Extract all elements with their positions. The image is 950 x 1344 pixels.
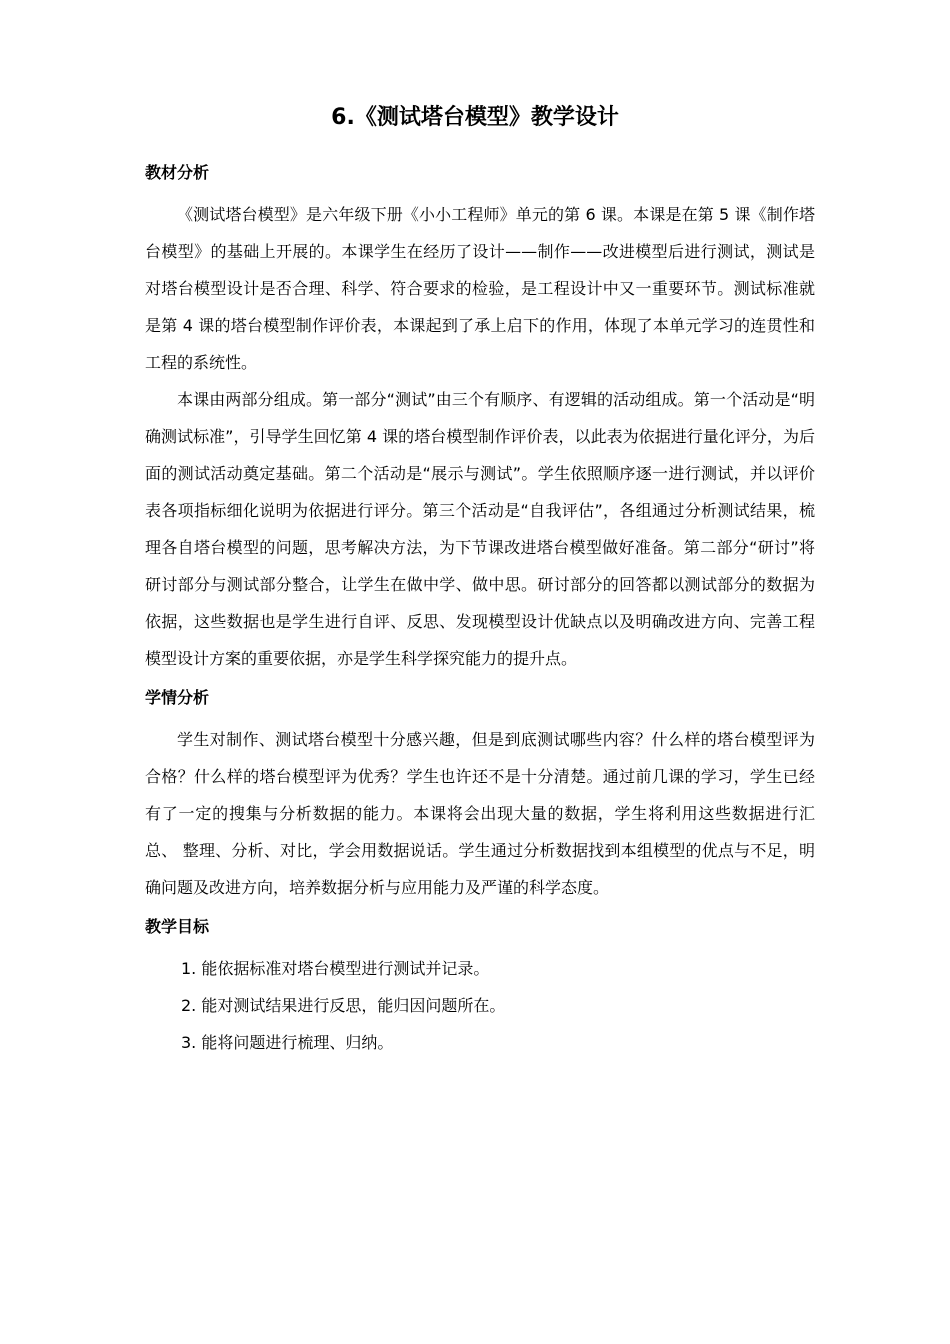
document-title: 6.《测试塔台模型》教学设计 [331,105,619,130]
paragraph: 本课由两部分组成。第一部分“测试”由三个有顺序、有逻辑的活动组成。第一个活动是“明确测试标准”，引导学生回忆第 4 课的塔台模型制作评价表，以此表为依据进行量化评分，为后面的测试活动奠定基础。第二个活动是“展示与测试”。学生依照顺序逐一进行测试，并以评价表各项指标细化说明为依据进行评分。第三个活动是“自我评估”，各组通过分析测试结果，梳理各自塔台模型的问题，思考解决方法，为下节课改进塔台模型做好准备。第二部分“研讨”将研讨部分与测试部分整合，让学生在做中学、做中思。研讨部分的回答都以测试部分的数据为依据，这些数据也是学生进行自评、反思、发现模型设计优缺点以及明确改进方向、完善工程模型设计方案的重要依据，亦是学生科学探究能力的提升点。 [145,390,815,668]
paragraph: 《测试塔台模型》是六年级下册《小小工程师》单元的第 6 课。本课是在第 5 课《制作塔台模型》的基础上开展的。本课学生在经历了设计——制作——改进模型后进行测试，测试是对塔台模型设计是否合理、科学、符合要求的检验，是工程设计中又一重要环节。测试标准就是第 4 课的塔台模型制作评价表，本课起到了承上启下的作用，体现了本单元学习的连贯性和工程的系统性。 [145,205,815,372]
section-heading: 教学目标 [145,917,210,936]
goal-item: 1. 能依据标准对塔台模型进行测试并记录。 [181,959,490,978]
section-heading: 教材分析 [145,163,210,182]
section-heading: 学情分析 [145,688,210,707]
section-student-analysis [145,685,815,906]
goal-item: 3. 能将问题进行梳理、归纳。 [181,1033,394,1052]
paragraph: 学生对制作、测试塔台模型十分感兴趣，但是到底测试哪些内容？什么样的塔台模型评为合格？什么样的塔台模型评为优秀？学生也许还不是十分清楚。通过前几课的学习，学生已经有了一定的搜集与分析数据的能力。本课将会出现大量的数据，学生将利用这些数据进行汇总、 整理、分析、对比，学会用数据说话。学生通过分析数据找到本组模型的优点与不足，明确问题及改进方向，培养数据分析与应用能力及严谨的科学态度。 [145,730,815,897]
document-body [145,160,815,1061]
goal-item: 2. 能对测试结果进行反思，能归因问题所在。 [181,996,506,1015]
section-teaching-goals [145,914,815,1061]
section-material-analysis [145,160,815,677]
